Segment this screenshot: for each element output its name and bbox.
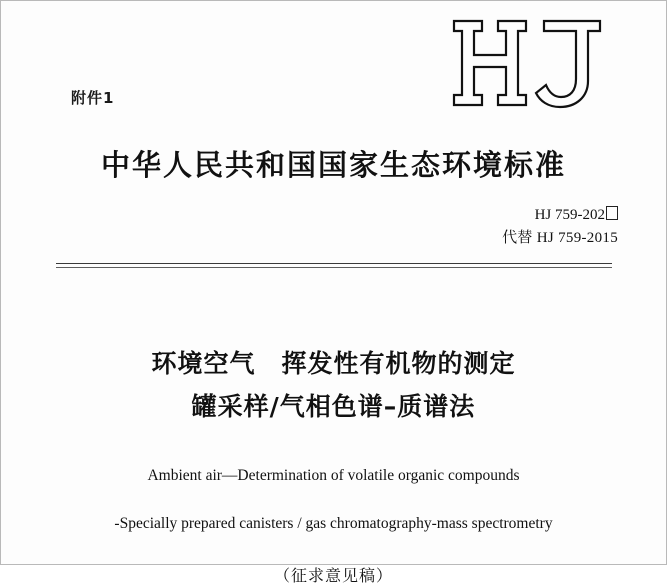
title-line1-part2: 挥发性有机物的测定 (281, 348, 516, 378)
standard-number-placeholder-box (606, 206, 618, 220)
attachment-label: 附件1 (71, 89, 115, 107)
title-line1-part1: 环境空气 (151, 348, 256, 378)
standard-authority-title: 中华人民共和国国家生态环境标准 (100, 148, 566, 182)
document-title (1, 342, 666, 430)
hj-logo-icon (448, 15, 608, 111)
standard-code-block (1, 204, 666, 251)
standard-replaces: 代替 HJ 759-2015 (502, 230, 618, 247)
english-title-line2: -Specially prepared canisters / gas chromatography-mass spectrometry (114, 515, 553, 532)
document-header (1, 1, 666, 131)
divider-bottom (56, 267, 612, 268)
english-title-line1: Ambient air—Determination of volatile organic compounds (147, 467, 520, 484)
title-line2: 罐采样/气相色谱–质谱法 (191, 392, 476, 422)
draft-status-label: （征求意见稿） (273, 566, 393, 585)
standard-number: HJ 759-202 (534, 207, 605, 223)
divider-top (56, 263, 612, 264)
